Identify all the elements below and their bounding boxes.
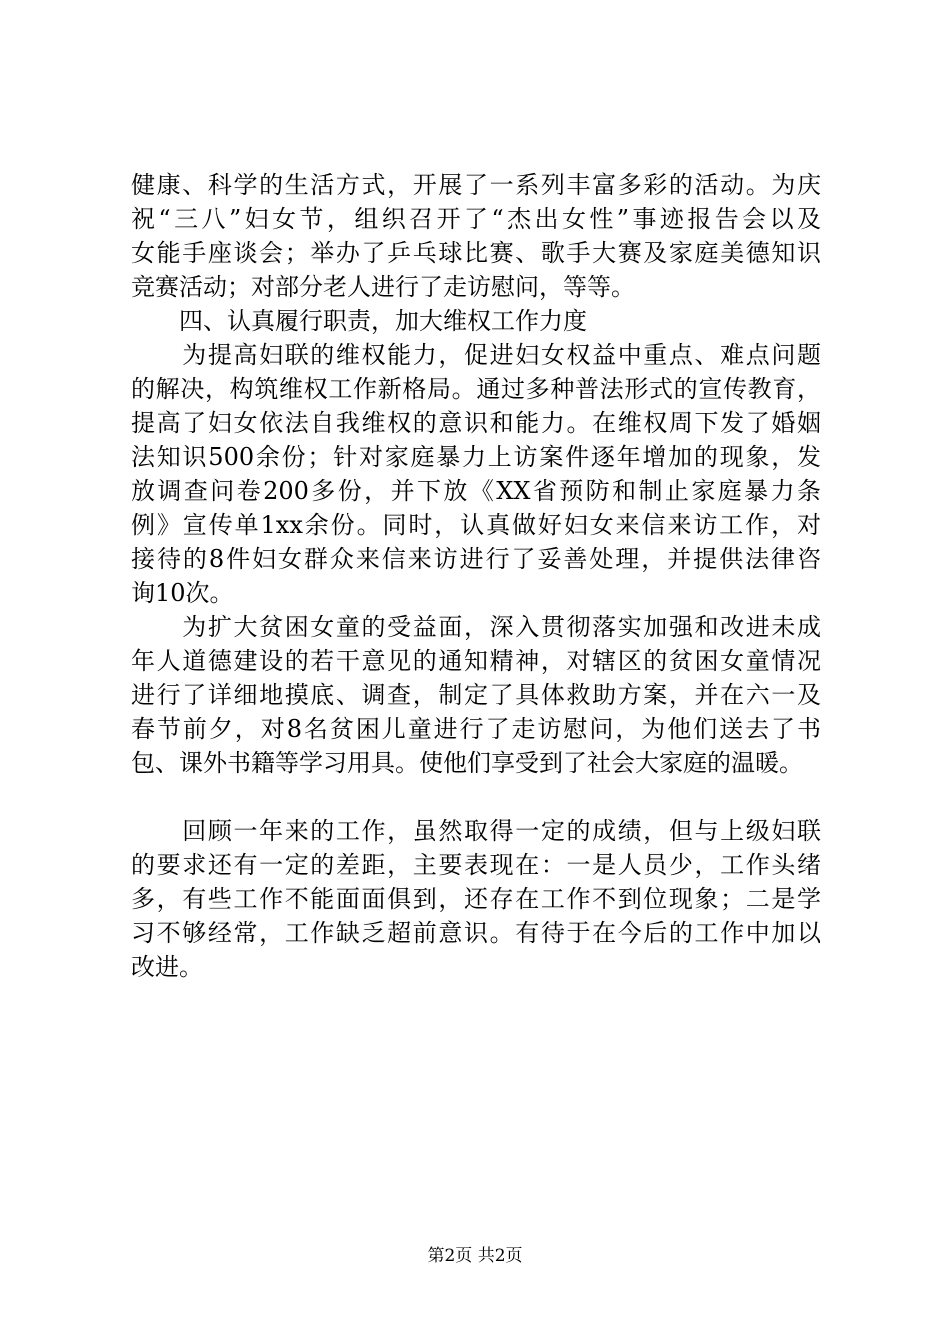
text-line: 的要求还有一定的差距，主要表现在：一是人员少，工作头绪	[131, 851, 821, 879]
text-line: 接待的8件妇女群众来信来访进行了妥善处理，并提供法律咨	[131, 545, 821, 573]
text-line: 例》宣传单1xx余份。同时，认真做好妇女来信来访工作，对	[131, 511, 821, 539]
text-line: 春节前夕，对8名贫困儿童进行了走访慰问，为他们送去了书	[131, 715, 821, 743]
text-line: 回顾一年来的工作，虽然取得一定的成绩，但与上级妇联	[131, 817, 821, 845]
text-line: 提高了妇女依法自我维权的意识和能力。在维权周下发了婚姻	[131, 409, 821, 437]
text-line: 习不够经常，工作缺乏超前意识。有待于在今后的工作中加以	[131, 919, 821, 947]
text-line: 女能手座谈会；举办了乒乓球比赛、歌手大赛及家庭美德知识	[131, 239, 821, 267]
page-number-footer: 第2页 共2页	[427, 1246, 523, 1266]
text-line: 竞赛活动；对部分老人进行了走访慰问，等等。	[131, 273, 635, 301]
document-body	[131, 168, 821, 984]
text-line: 多，有些工作不能面面俱到，还存在工作不到位现象；二是学	[131, 885, 821, 913]
text-line: 年人道德建设的若干意见的通知精神，对辖区的贫困女童情况	[131, 647, 821, 675]
text-line: 进行了详细地摸底、调查，制定了具体救助方案，并在六一及	[131, 681, 821, 709]
text-line: 健康、科学的生活方式，开展了一系列丰富多彩的活动。为庆	[131, 171, 821, 199]
text-line: 的解决，构筑维权工作新格局。通过多种普法形式的宣传教育，	[131, 375, 821, 403]
section-heading: 四、认真履行职责，加大维权工作力度	[131, 307, 587, 335]
paragraph-spacer	[131, 780, 821, 814]
text-line: 为扩大贫困女童的受益面，深入贯彻落实加强和改进未成	[131, 613, 821, 641]
text-line: 询10次。	[131, 579, 234, 607]
text-line: 改进。	[131, 953, 203, 981]
text-line: 为提高妇联的维权能力，促进妇女权益中重点、难点问题	[131, 341, 821, 369]
text-line: 祝“三八”妇女节，组织召开了“杰出女性”事迹报告会以及	[131, 205, 821, 233]
text-line: 放调查问卷200多份，并下放《XX省预防和制止家庭暴力条	[131, 477, 821, 505]
text-line: 法知识500余份；针对家庭暴力上访案件逐年增加的现象，发	[131, 443, 821, 471]
text-line: 包、课外书籍等学习用具。使他们享受到了社会大家庭的温暖。	[131, 749, 803, 777]
